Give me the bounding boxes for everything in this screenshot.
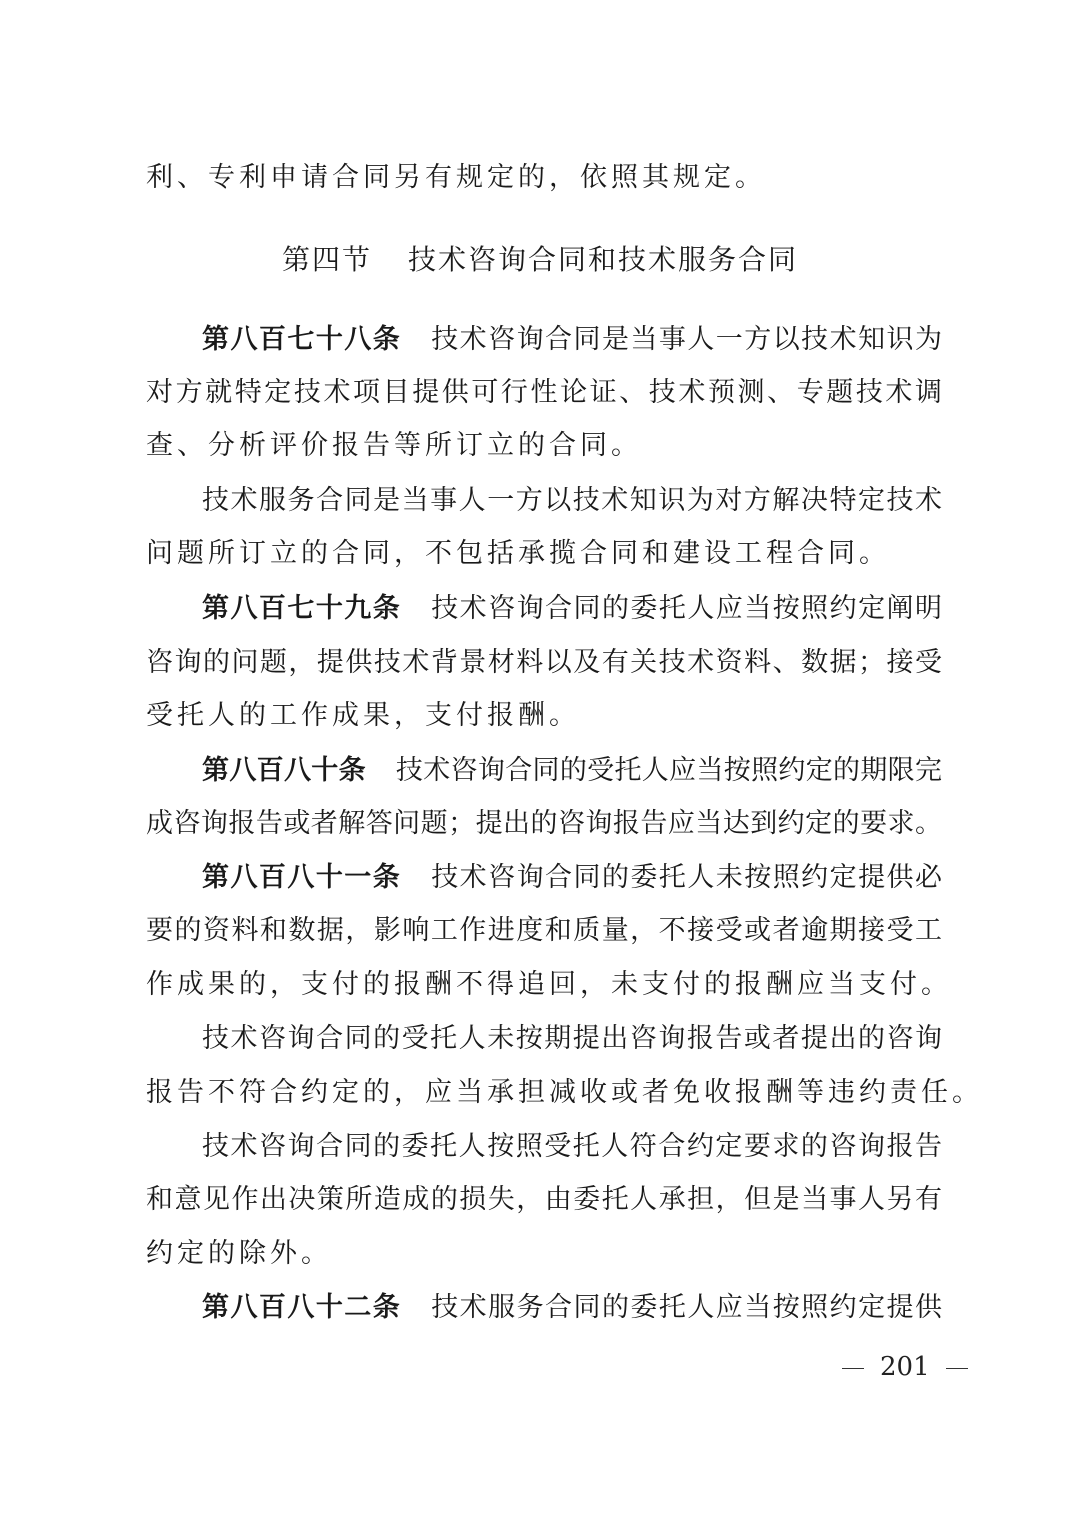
page-number-value: 201 <box>880 1352 930 1382</box>
article-879-label: 第八百七十九条 <box>202 593 402 624</box>
section-number: 第四节 <box>281 243 372 276</box>
article-882-label: 第八百八十二条 <box>202 1292 402 1323</box>
article-880-label: 第八百八十条 <box>202 755 366 786</box>
article-881-para-3-line-1: 技术咨询合同的委托人按照受托人符合约定要求的咨询报告 <box>202 1131 942 1162</box>
section-title: 技术咨询合同和技术服务合同 <box>408 243 799 276</box>
section-heading <box>0 240 1080 280</box>
article-878-line-1: 第八百七十八条 技术咨询合同是当事人一方以技术知识为 <box>202 324 943 355</box>
article-878-para-2-line-1: 技术服务合同是当事人一方以技术知识为对方解决特定技术 <box>202 485 942 516</box>
article-881-para-3-line-2: 和意见作出决策所造成的损失，由委托人承担，但是当事人另有 <box>146 1184 942 1215</box>
article-878-line-3: 查、分析评价报告等所订立的合同。 <box>146 430 642 461</box>
article-879-line-1: 第八百七十九条 技术咨询合同的委托人应当按照约定阐明 <box>202 593 943 624</box>
article-879-line-3: 受托人的工作成果，支付报酬。 <box>146 700 580 731</box>
article-881-para-2-line-1: 技术咨询合同的受托人未按期提出咨询报告或者提出的咨询 <box>202 1023 942 1054</box>
article-881-line-3: 作成果的，支付的报酬不得追回，未支付的报酬应当支付。 <box>146 969 952 1000</box>
article-881-para-2-line-2: 报告不符合约定的，应当承担减收或者免收报酬等违约责任。 <box>146 1077 983 1108</box>
article-881-label: 第八百八十一条 <box>202 862 402 893</box>
article-879-line-2: 咨询的问题，提供技术背景材料以及有关技术资料、数据；接受 <box>146 647 942 678</box>
article-881-line-1: 第八百八十一条 技术咨询合同的委托人未按照约定提供必 <box>202 862 943 893</box>
page-number-dash-left <box>842 1368 864 1369</box>
article-880-line-2: 成咨询报告或者解答问题；提出的咨询报告应当达到约定的要求。 <box>146 808 942 839</box>
page-number <box>826 1349 984 1385</box>
article-878-label: 第八百七十八条 <box>202 324 402 355</box>
article-878-line-2: 对方就特定技术项目提供可行性论证、技术预测、专题技术调 <box>146 377 942 408</box>
article-881-para-3-line-3: 约定的除外。 <box>146 1238 332 1269</box>
carryover-text: 利、专利申请合同另有规定的，依照其规定。 <box>146 162 766 193</box>
article-882-line-1: 第八百八十二条 技术服务合同的委托人应当按照约定提供 <box>202 1292 943 1323</box>
article-881-line-2: 要的资料和数据，影响工作进度和质量，不接受或者逾期接受工 <box>146 915 942 946</box>
article-880-line-1: 第八百八十条 技术咨询合同的受托人应当按照约定的期限完 <box>202 755 943 786</box>
article-878-para-2-line-2: 问题所订立的合同，不包括承揽合同和建设工程合同。 <box>146 538 890 569</box>
page-number-dash-right <box>946 1368 968 1369</box>
